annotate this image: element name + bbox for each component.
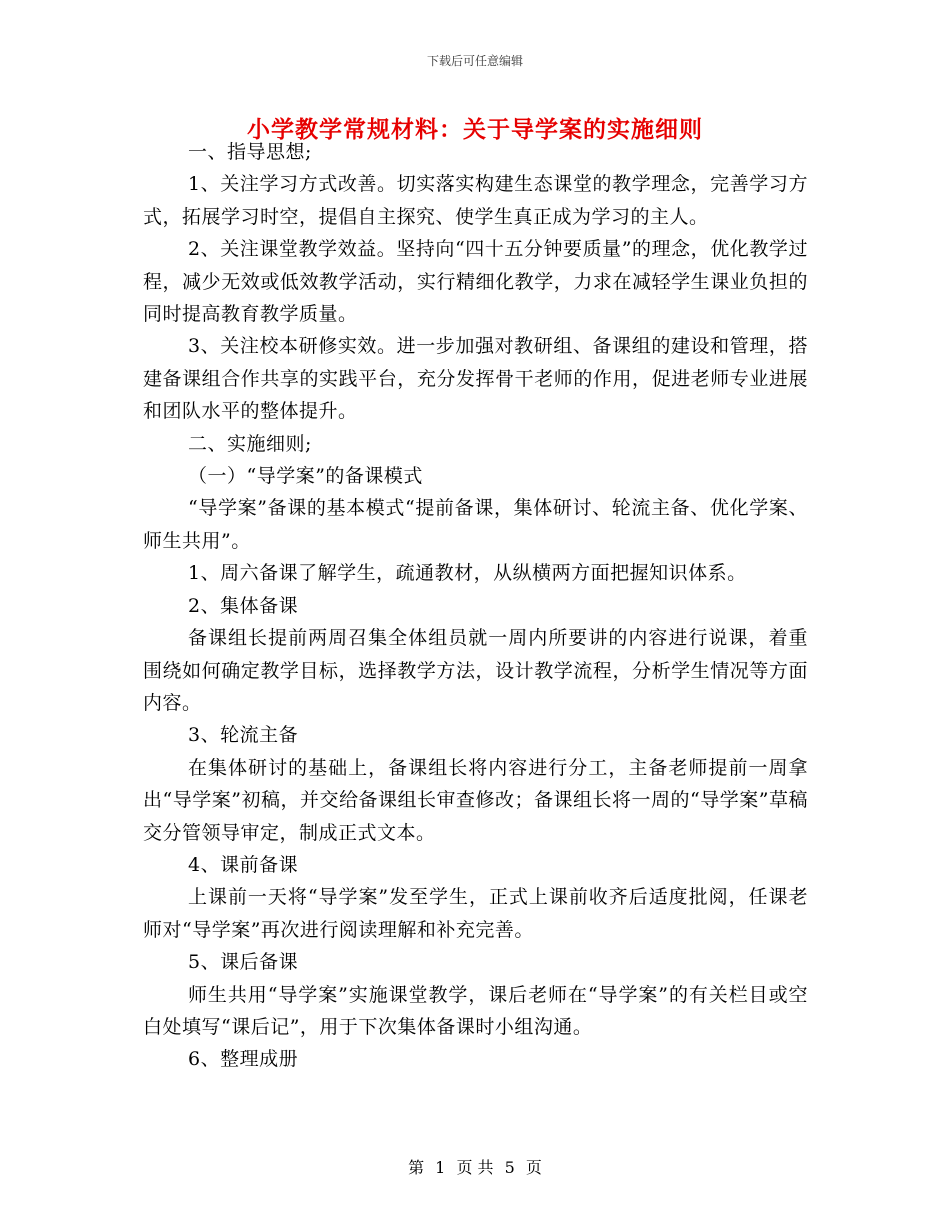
paragraph: 备课组长提前两周召集全体组员就一周内所要讲的内容进行说课，着重围绕如何确定教学目标，选择教学方法，设计教学流程，分析学生情况等方面内容。 — [143, 627, 808, 714]
page-label-suffix: 页 — [525, 1158, 542, 1177]
page-label-mid: 页 共 — [456, 1158, 494, 1177]
current-page-number: 1 — [435, 1158, 446, 1177]
paragraph-heading-2: 二、实施细则; — [188, 432, 312, 455]
page-label-prefix: 第 — [408, 1158, 425, 1177]
document-body — [143, 136, 808, 1076]
subheading: （一）“导学案”的备课模式 — [188, 465, 423, 488]
paragraph: 3、关注校本研修实效。进一步加强对教研组、备课组的建设和管理，搭建备课组合作共享的实践平台，充分发挥骨干老师的作用，促进老师专业进展和团队水平的整体提升。 — [143, 335, 808, 423]
page-footer — [0, 1155, 950, 1178]
item-heading: 3、轮流主备 — [188, 724, 299, 747]
paragraph: 1、关注学习方式改善。切实落实构建生态课堂的教学理念，完善学习方式，拓展学习时空，提倡自主探究、使学生真正成为学习的主人。 — [143, 173, 808, 228]
paragraph: 上课前一天将“导学案”发至学生，正式上课前收齐后适度批阅，任课老师对“导学案”再次进行阅读理解和补充完善。 — [143, 886, 808, 941]
paragraph: “导学案”备课的基本模式“提前备课，集体研讨、轮流主备、优化学案、师生共用”。 — [143, 497, 808, 552]
total-pages-number: 5 — [504, 1158, 515, 1177]
item-heading: 4、课前备课 — [188, 853, 299, 876]
paragraph: 在集体研讨的基础上，备课组长将内容进行分工，主备老师提前一周拿出“导学案”初稿，并交给备课组长审查修改；备课组长将一周的“导学案”草稿交分管领导审定，制成正式文本。 — [143, 756, 808, 844]
paragraph: 1、周六备课了解学生，疏通教材，从纵横两方面把握知识体系。 — [188, 562, 747, 585]
item-heading: 2、集体备课 — [188, 594, 299, 617]
paragraph: 2、关注课堂教学效益。坚持向“四十五分钟要质量”的理念，优化教学过程，减少无效或低效教学活动，实行精细化教学，力求在减轻学生课业负担的同时提高教育教学质量。 — [143, 238, 808, 326]
item-heading: 5、课后备课 — [188, 951, 299, 974]
document-title: 小学教学常规材料：关于导学案的实施细则 — [247, 116, 703, 143]
paragraph-heading-1: 一、指导思想; — [188, 141, 312, 163]
item-heading: 6、整理成册 — [188, 1048, 299, 1071]
paragraph: 师生共用“导学案”实施课堂教学，课后老师在“导学案”的有关栏目或空白处填写“课后记”，用于下次集体备课时小组沟通。 — [143, 983, 808, 1038]
header-note: 下载后可任意编辑 — [426, 54, 523, 68]
